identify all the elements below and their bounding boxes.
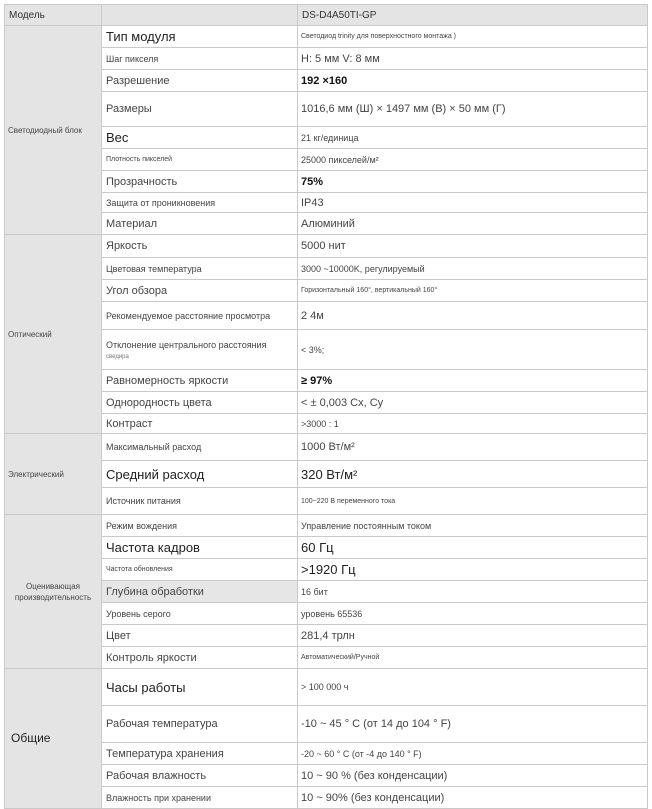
spec-row	[5, 434, 648, 461]
param-value: 16 бит	[298, 581, 648, 603]
param-value: 1000 Вт/м²	[298, 434, 648, 461]
param-name: Уровень серого	[102, 603, 298, 625]
param-name: Частота кадров	[102, 537, 298, 559]
spec-row	[5, 213, 648, 235]
spec-row	[5, 70, 648, 92]
spec-row	[5, 193, 648, 213]
model-label: Модель	[5, 5, 102, 26]
spec-row	[5, 149, 648, 171]
spec-row	[5, 258, 648, 280]
param-name: Однородность цвета	[102, 392, 298, 414]
spec-row	[5, 171, 648, 193]
param-value: Горизонтальный 160°, вертикальный 160°	[298, 280, 648, 302]
param-name: Шаг пикселя	[102, 48, 298, 70]
param-value: Управление постоянным током	[298, 515, 648, 537]
param-value: 10 ~ 90 % (без конденсации)	[298, 765, 648, 787]
param-name: Контроль яркости	[102, 647, 298, 669]
param-name: Источник питания	[102, 488, 298, 515]
spec-row	[5, 706, 648, 743]
param-name: Глубина обработки	[102, 581, 298, 603]
param-value: > 100 000 ч	[298, 669, 648, 706]
param-name: Размеры	[102, 92, 298, 127]
param-value: 60 Гц	[298, 537, 648, 559]
param-value: 75%	[298, 171, 648, 193]
param-value: -20 ~ 60 ° C (от -4 до 140 ° F)	[298, 743, 648, 765]
spec-row	[5, 330, 648, 370]
param-value: 1016,6 мм (Ш) × 1497 мм (В) × 50 мм (Г)	[298, 92, 648, 127]
section-performance-title: Оценивающая производительность	[5, 515, 102, 669]
section-led-title: Светодиодный блок	[5, 26, 102, 235]
param-name: Материал	[102, 213, 298, 235]
param-name-text: Отклонение центрального расстояния	[106, 339, 267, 350]
param-name: Плотность пикселей	[102, 149, 298, 171]
spec-row	[5, 48, 648, 70]
param-name: Яркость	[102, 235, 298, 258]
spec-row	[5, 787, 648, 809]
spec-row	[5, 669, 648, 706]
spec-row	[5, 743, 648, 765]
param-name: Цветовая температура	[102, 258, 298, 280]
spec-row	[5, 625, 648, 647]
param-name: Режим вождения	[102, 515, 298, 537]
param-value: 320 Вт/м²	[298, 461, 648, 488]
param-value: 5000 нит	[298, 235, 648, 258]
spec-row	[5, 127, 648, 149]
param-value: 10 ~ 90% (без конденсации)	[298, 787, 648, 809]
spec-row	[5, 765, 648, 787]
param-name: Средний расход	[102, 461, 298, 488]
spec-row	[5, 280, 648, 302]
param-name: Равномерность яркости	[102, 370, 298, 392]
header-spacer	[102, 5, 298, 26]
param-name: Контраст	[102, 414, 298, 434]
param-name: Защита от проникновения	[102, 193, 298, 213]
param-value: IP43	[298, 193, 648, 213]
param-value: >1920 Гц	[298, 559, 648, 581]
section-optical-title: Оптический	[5, 235, 102, 434]
spec-row	[5, 370, 648, 392]
param-value: 25000 пикселей/м²	[298, 149, 648, 171]
param-name: Рабочая температура	[102, 706, 298, 743]
section-electrical-title: Электрический	[5, 434, 102, 515]
param-name-subtext: сведира	[106, 353, 129, 360]
param-name: Вес	[102, 127, 298, 149]
spec-row	[5, 414, 648, 434]
param-value: уровень 65536	[298, 603, 648, 625]
param-name: Цвет	[102, 625, 298, 647]
param-value: H: 5 мм V: 8 мм	[298, 48, 648, 70]
param-name: Частота обновления	[102, 559, 298, 581]
param-value: 21 кг/единица	[298, 127, 648, 149]
spec-row	[5, 461, 648, 488]
spec-row	[5, 537, 648, 559]
spec-row	[5, 603, 648, 625]
param-value: Автоматический/Ручной	[298, 647, 648, 669]
spec-row	[5, 488, 648, 515]
spec-row	[5, 26, 648, 48]
param-value: >3000 : 1	[298, 414, 648, 434]
param-name: Рекомендуемое расстояние просмотра	[102, 302, 298, 330]
param-name: Рабочая влажность	[102, 765, 298, 787]
param-value: 2 4м	[298, 302, 648, 330]
param-name: Максимальный расход	[102, 434, 298, 461]
param-name: Часы работы	[102, 669, 298, 706]
model-number: DS-D4A50TI-GP	[298, 5, 648, 26]
param-value: ≥ 97%	[298, 370, 648, 392]
param-value: 281,4 трлн	[298, 625, 648, 647]
spec-row	[5, 392, 648, 414]
spec-row	[5, 647, 648, 669]
param-name: Разрешение	[102, 70, 298, 92]
spec-row	[5, 92, 648, 127]
param-value: Светодиод trinity для поверхностного монтажа )	[298, 26, 648, 48]
param-name: Тип модуля	[102, 26, 298, 48]
param-name: Влажность при хранении	[102, 787, 298, 809]
param-name: Угол обзора	[102, 280, 298, 302]
param-name: Температура хранения	[102, 743, 298, 765]
param-value: Алюминий	[298, 213, 648, 235]
spec-row	[5, 302, 648, 330]
spec-row	[5, 559, 648, 581]
param-value: 192 ×160	[298, 70, 648, 92]
param-value: < ± 0,003 Cx, Cy	[298, 392, 648, 414]
param-value: -10 ~ 45 ° C (от 14 до 104 ° F)	[298, 706, 648, 743]
spec-table	[4, 4, 648, 809]
param-value: 100~220 В переменного тока	[298, 488, 648, 515]
spec-row	[5, 515, 648, 537]
section-general-title: Общие	[5, 669, 102, 809]
spec-row	[5, 235, 648, 258]
param-value: < 3%;	[298, 330, 648, 370]
header-row	[5, 5, 648, 26]
param-name: Прозрачность	[102, 171, 298, 193]
spec-row	[5, 581, 648, 603]
param-name	[102, 330, 298, 370]
param-value: 3000 ~10000K, регулируемый	[298, 258, 648, 280]
